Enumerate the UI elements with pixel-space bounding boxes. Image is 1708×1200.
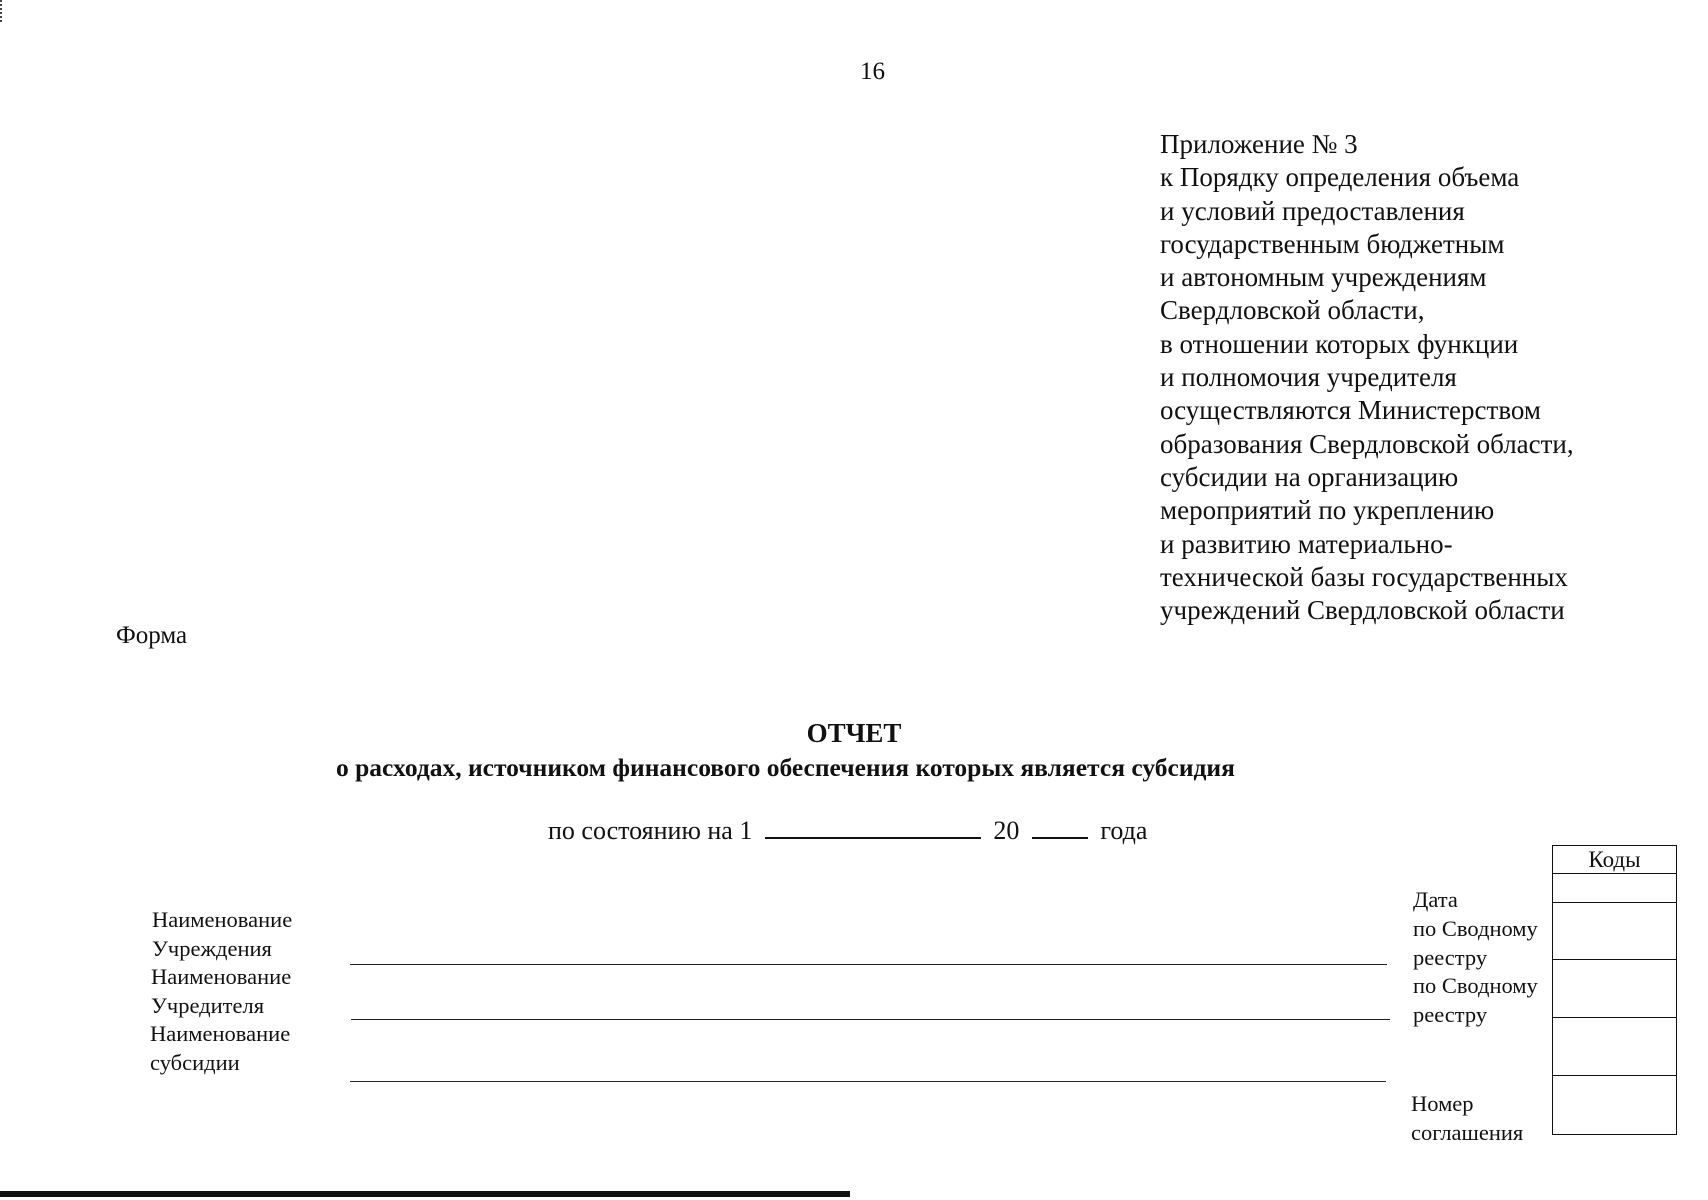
code-label-line: Номер [1411,1091,1474,1116]
subsidy-code-cell[interactable] [1553,1018,1677,1076]
appendix-line: в отношении которых функции [1160,328,1519,359]
field-label-line: Наименование [152,907,293,932]
code-label-line: по Сводному [1413,973,1538,998]
institution-name-field[interactable] [350,964,1387,965]
report-title: ОТЧЕТ [806,718,902,748]
as-of-prefix: по состоянию на 1 [548,816,753,845]
appendix-line: образования Свердловской области, [1160,428,1574,459]
field-label-line: Наименование [150,1021,291,1046]
year-prefix: 20 [993,816,1020,845]
appendix-line: технической базы государственных [1160,561,1568,592]
appendix-line: и развитию материально- [1160,528,1453,559]
code-label-line: по Сводному [1413,916,1538,941]
codes-table [1552,845,1677,1135]
founder-registry-code-cell[interactable] [1553,960,1677,1018]
year-blank-field[interactable] [1032,817,1088,839]
founder-registry-label [1413,972,1538,1029]
appendix-line: и условий предоставления [1160,195,1465,226]
field-label-line: Учреждения [152,935,272,961]
institution-name-label [152,906,292,963]
founder-name-label [151,963,291,1020]
appendix-line: Приложение № 3 [1160,129,1358,159]
agreement-number-cell[interactable] [1553,1076,1677,1135]
codes-header: Коды [1553,846,1677,874]
date-code-cell[interactable] [1553,874,1677,903]
appendix-line: мероприятий по укреплению [1160,495,1495,526]
date-code-label: Дата [1413,887,1458,912]
subsidy-name-field[interactable] [350,1081,1386,1082]
appendix-line: субсидии на организацию [1160,461,1459,492]
field-label-line: Учредителя [151,992,265,1018]
appendix-line: и автономным учреждениям [1160,262,1487,293]
scan-edge-mark [0,0,4,22]
month-blank-field[interactable] [765,817,981,839]
subsidy-name-label [150,1020,290,1077]
report-date-line [548,816,1147,846]
appendix-line: Свердловской области, [1160,295,1425,326]
institution-registry-code-cell[interactable] [1553,903,1677,960]
appendix-line: осуществляются Министерством [1160,395,1541,426]
founder-name-field[interactable] [351,1019,1390,1020]
appendix-line: учреждений Свердловской области [1160,595,1565,626]
form-label: Форма [116,622,188,649]
page-number: 16 [860,58,885,85]
appendix-header [1160,128,1574,627]
agreement-number-label [1411,1090,1523,1147]
code-label-line: реестру [1413,944,1488,970]
appendix-line: государственным бюджетным [1160,228,1505,259]
appendix-line: к Порядку определения объема [1160,162,1520,193]
code-label-line: соглашения [1411,1119,1524,1145]
field-label-line: Наименование [151,964,292,989]
code-label-line: реестру [1413,1001,1488,1027]
appendix-line: и полномочия учредителя [1160,362,1457,393]
institution-registry-label [1413,915,1538,972]
field-label-line: субсидии [150,1049,240,1075]
page-bottom-rule [0,1191,850,1197]
year-suffix: года [1100,816,1148,845]
report-subtitle: о расходах, источником финансового обеспечения которых является субсидия [336,753,1235,782]
